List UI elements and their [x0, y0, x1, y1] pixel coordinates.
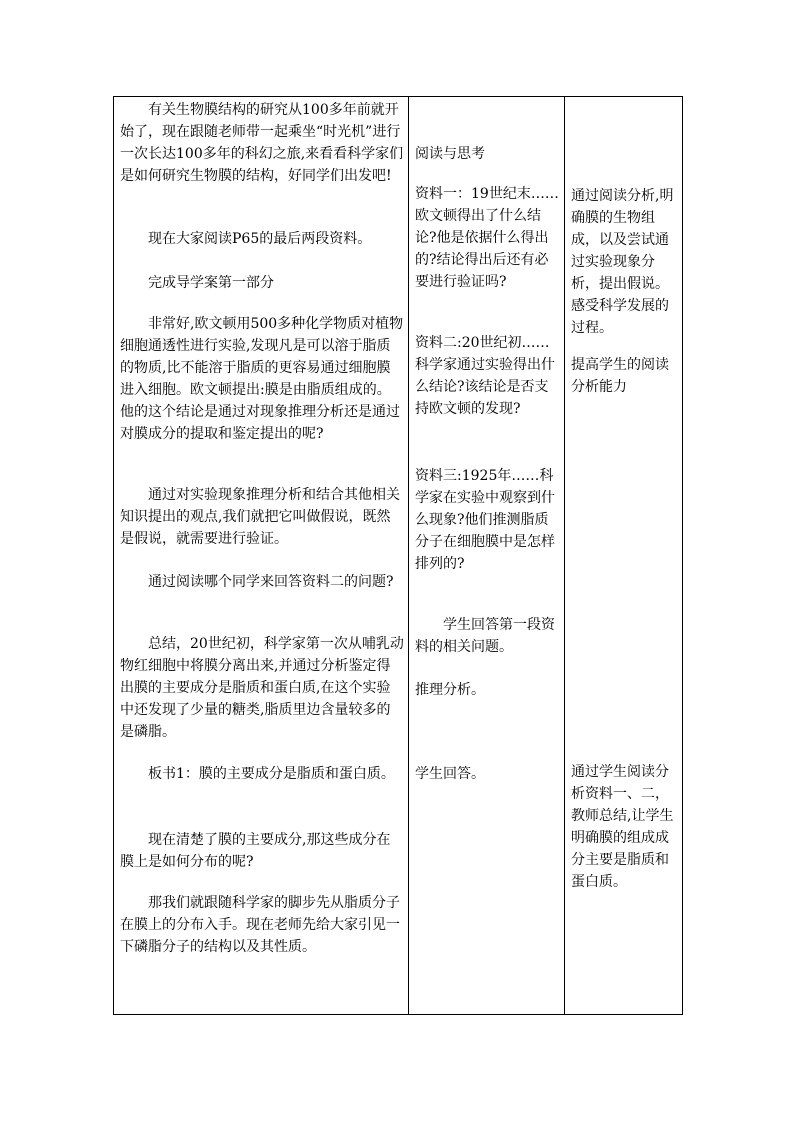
- teacher-paragraph: 现在大家阅读P65的最后两段资料。: [148, 231, 372, 247]
- teacher-paragraph: 非常好,欧文顿用500多种化学物质对植物细胞通透性进行实验,发现凡是可以溶于脂质的物质,比不能溶于脂质的更容易通过细胞膜进入细胞。欧文顿提出:膜是由脂质组成的。他的这个结论是通过对现象推理分析还是通过对膜成分的提取和鉴定提出的呢?: [120, 316, 404, 442]
- intent-paragraph: 提高学生的阅读分析能力: [571, 357, 669, 395]
- student-activity-cell: [409, 97, 565, 1015]
- student-paragraph: 资料三:1925年……科学家在实验中观察到什么现象?他们推测脂质分子在细胞膜中是怎样排列的?: [415, 468, 555, 572]
- student-paragraph: 学生回答。: [415, 766, 485, 782]
- student-heading: 阅读与思考: [415, 146, 485, 162]
- student-paragraph: 学生回答第一段资料的相关问题。: [415, 617, 555, 655]
- teacher-paragraph: 有关生物膜结构的研究从100多年前就开始了，现在跟随老师带一起乘坐“时光机”进行一次长达100多年的科幻之旅,来看看科学家们是如何研究生物膜的结构，好同学们出发吧!: [120, 102, 404, 184]
- teacher-activity-cell: [114, 97, 409, 1015]
- teacher-paragraph: 总结，20世纪初，科学家第一次从哺乳动物红细胞中将膜分离出来,并通过分析鉴定得出膜的主要成分是脂质和蛋白质,在这个实验中还发现了少量的糖类,脂质里边含量较多的是磷脂。: [120, 636, 404, 740]
- student-paragraph: 推理分析。: [415, 682, 485, 698]
- intent-paragraph: 通过阅读分析,明确膜的生物组成，以及尝试通过实验现象分析，提出假说。感受科学发展的过程。: [571, 188, 674, 336]
- teacher-paragraph: 板书1：膜的主要成分是脂质和蛋白质。: [148, 766, 395, 782]
- lesson-plan-table: [113, 96, 683, 1015]
- teacher-paragraph: 通过对实验现象推理分析和结合其他相关知识提出的观点,我们就把它叫做假说，既然是假说，就需要进行验证。: [120, 487, 400, 547]
- teacher-paragraph: 那我们就跟随科学家的脚步先从脂质分子在膜上的分布入手。现在老师先给大家引见一下磷脂分子的结构以及其性质。: [120, 895, 400, 955]
- teacher-paragraph: 完成导学案第一部分: [148, 275, 274, 291]
- intent-paragraph: 通过学生阅读分析资料一、二，教师总结,让学生明确膜的组成成分主要是脂质和蛋白质。: [571, 764, 674, 890]
- teacher-paragraph: 通过阅读哪个同学来回答资料二的问题?: [148, 574, 394, 590]
- design-intent-cell: [565, 97, 683, 1015]
- table-row: [114, 97, 683, 1015]
- student-paragraph: 资料二:20世纪初……科学家通过实验得出什么结论?该结论是否支持欧文顿的发现?: [415, 335, 555, 417]
- student-paragraph: 资料一：19世纪末……欧文顿得出了什么结论?他是依据什么得出的?结论得出后还有必要进行验证吗?: [415, 186, 559, 290]
- teacher-paragraph: 现在清楚了膜的主要成分,那这些成分在膜上是如何分布的呢?: [120, 832, 391, 870]
